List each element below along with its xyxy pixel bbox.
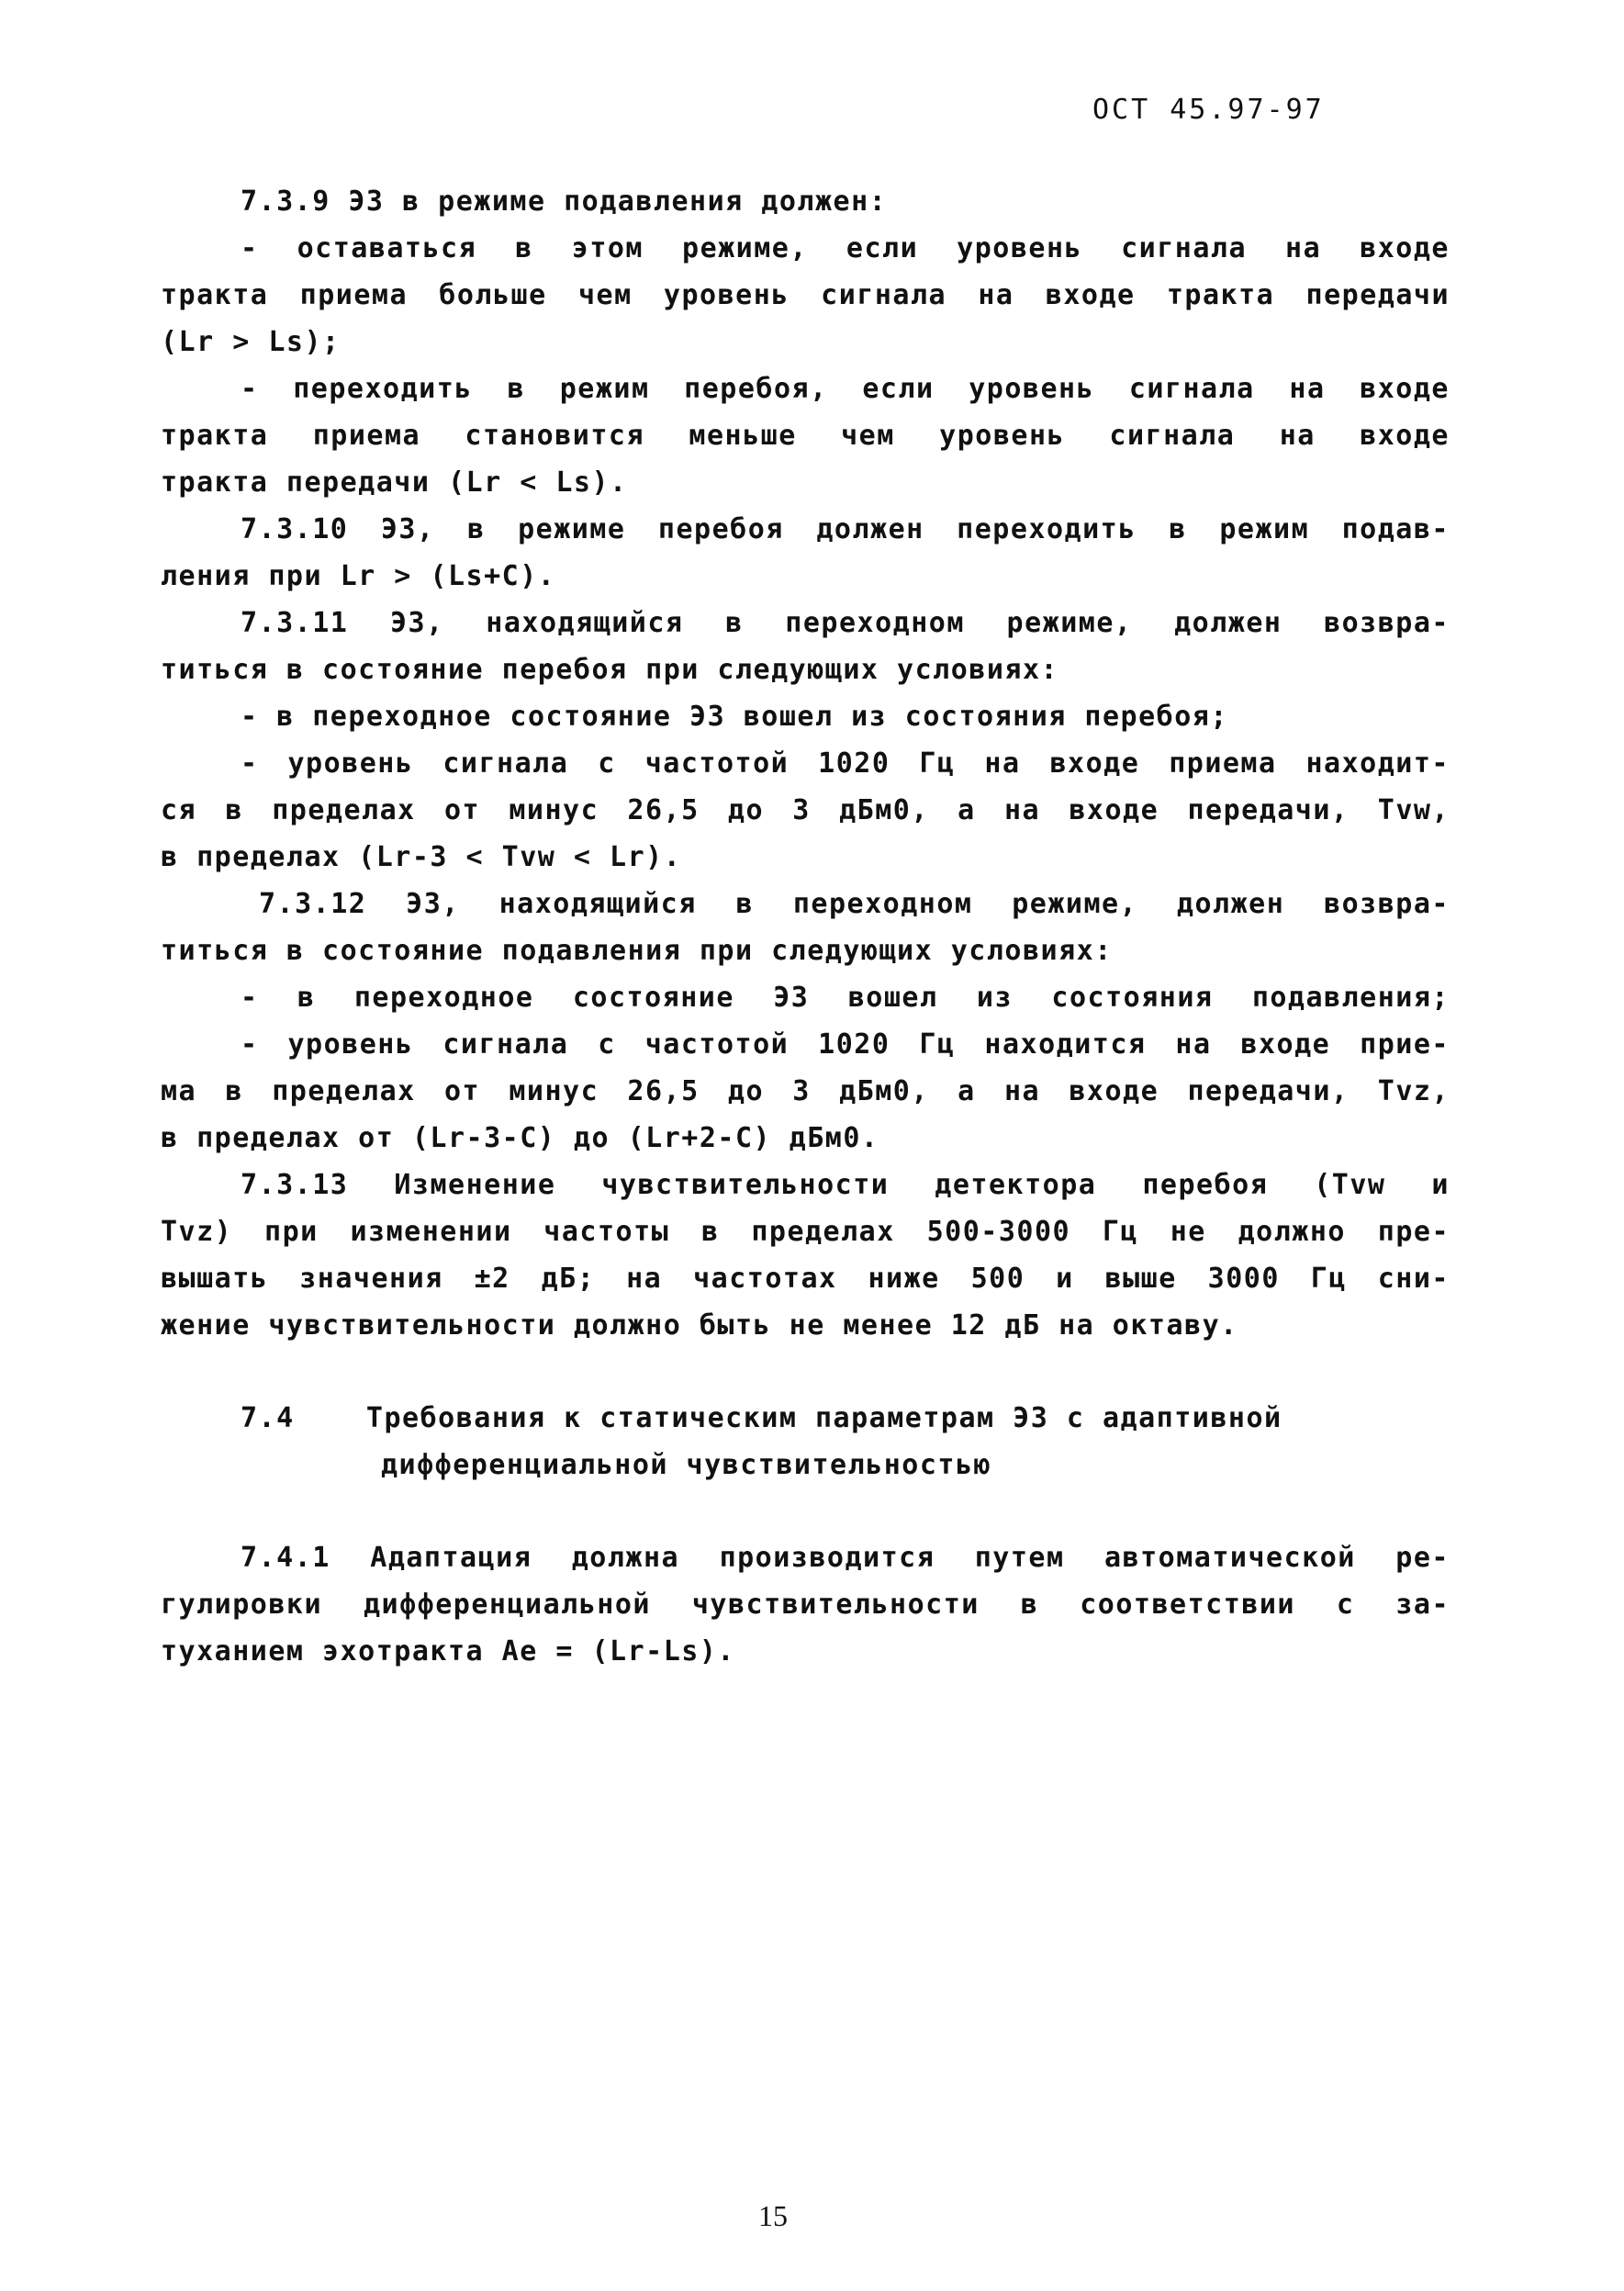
text-line: 7.3.10 ЭЗ, в режиме перебоя должен переходить в режим подав- xyxy=(241,513,1450,545)
text-line: титься в состояние подавления при следующих условиях: xyxy=(161,935,1113,967)
text-line: в пределах от (Lr-3-C) до (Lr+2-C) дБм0. xyxy=(161,1122,879,1154)
section-heading: 7.4 Требования к статическим параметрам ЭЗ с адаптивной xyxy=(241,1402,1282,1434)
text-line: 7.3.12 ЭЗ, находящийся в переходном режиме, должен возвра- xyxy=(259,888,1450,920)
text-line: тракта приема больше чем уровень сигнала на входе тракта передачи xyxy=(161,279,1450,311)
text-line: - уровень сигнала с частотой 1020 Гц находится на входе прие- xyxy=(241,1028,1450,1061)
page-number: 15 xyxy=(758,2199,788,2232)
text-line: 7.3.11 ЭЗ, находящийся в переходном режиме, должен возвра- xyxy=(241,607,1450,639)
text-line: тракта приема становится меньше чем уровень сигнала на входе xyxy=(161,420,1450,452)
text-line: вышать значения ±2 дБ; на частотах ниже 500 и выше 3000 Гц сни- xyxy=(161,1263,1450,1295)
standard-code-header: ОСТ 45.97-97 xyxy=(1092,94,1325,126)
text-line: 7.3.9 ЭЗ в режиме подавления должен: xyxy=(241,185,888,218)
text-line: Tvz) при изменении частоты в пределах 500-3000 Гц не должно пре- xyxy=(161,1216,1450,1248)
text-line: ма в пределах от минус 26,5 до 3 дБм0, а на входе передачи, Tvz, xyxy=(161,1075,1450,1107)
text-line: гулировки дифференциальной чувствительности в соответствии с за- xyxy=(161,1589,1450,1621)
section-heading-continued: дифференциальной чувствительностью xyxy=(381,1449,992,1481)
text-line: тракта передачи (Lr < Ls). xyxy=(161,466,628,499)
text-line: ления при Lr > (Ls+C). xyxy=(161,560,556,592)
text-line: - в переходное состояние ЭЗ вошел из состояния перебоя; xyxy=(241,701,1228,733)
text-line: 7.3.13 Изменение чувствительности детектора перебоя (Tvw и xyxy=(241,1169,1450,1201)
text-line: туханием эхотракта Ae = (Lr-Ls). xyxy=(161,1635,735,1668)
text-line: - оставаться в этом режиме, если уровень сигнала на входе xyxy=(241,232,1450,264)
text-line: в пределах (Lr-3 < Tvw < Lr). xyxy=(161,841,682,873)
text-line: - в переходное состояние ЭЗ вошел из состояния подавления; xyxy=(241,982,1450,1014)
text-line: ся в пределах от минус 26,5 до 3 дБм0, а на входе передачи, Tvw, xyxy=(161,794,1450,826)
text-line: 7.4.1 Адаптация должна производится путем автоматической ре- xyxy=(241,1542,1450,1574)
text-line: жение чувствительности должно быть не менее 12 дБ на октаву. xyxy=(161,1309,1238,1342)
text-line: - уровень сигнала с частотой 1020 Гц на входе приема находит- xyxy=(241,747,1450,780)
text-line: (Lr > Ls); xyxy=(161,326,341,358)
text-line: титься в состояние перебоя при следующих условиях: xyxy=(161,654,1059,686)
text-line: - переходить в режим перебоя, если уровень сигнала на входе xyxy=(241,373,1450,405)
